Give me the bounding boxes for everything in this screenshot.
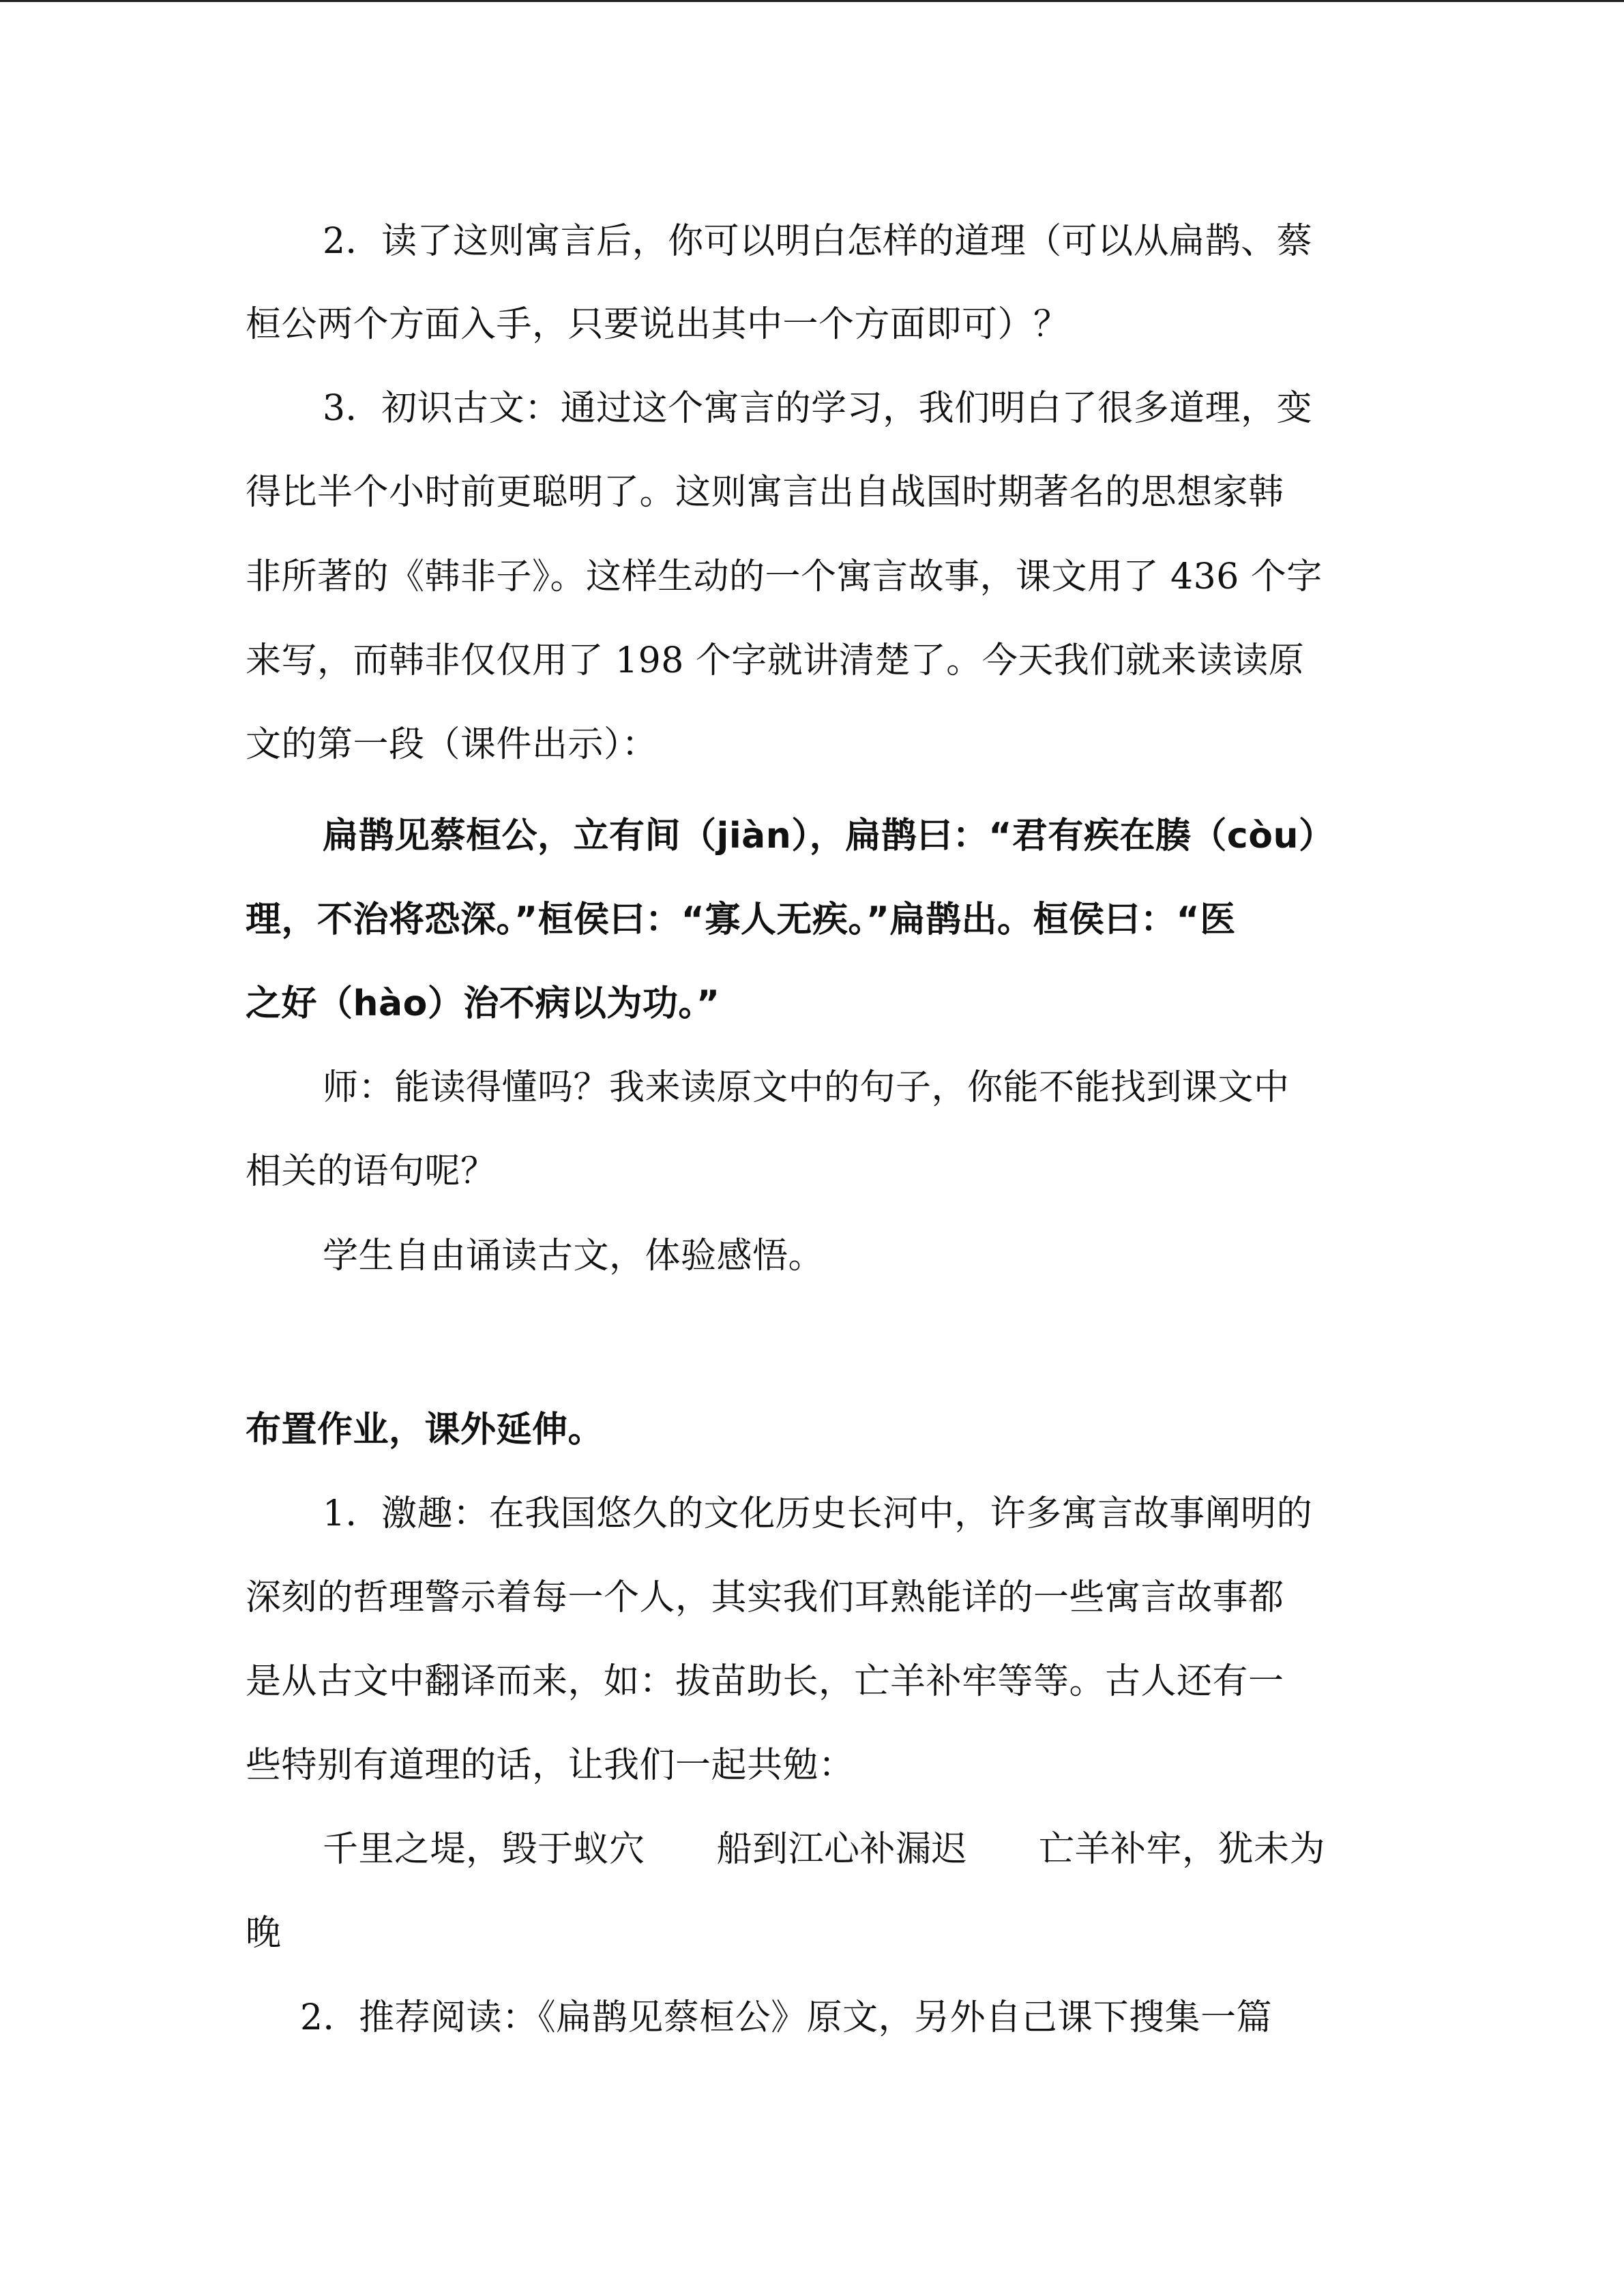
quote-line-2: 理，不治将恐深。”桓侯曰：“寡人无疾。”扁鹊出。桓侯曰：“医 [246,899,1236,940]
p3-line-1: 师：能读得懂吗？我来读原文中的句子，你能不能找到课文中 [323,1067,1290,1108]
p5-line-2: 深刻的哲理警示着每一个人，其实我们耳熟能详的一些寓言故事都 [246,1577,1284,1618]
p4-line-1: 学生自由诵读古文，体验感悟。 [323,1236,825,1277]
p5-line-1: 1．激趣：在我国悠久的文化历史长河中，许多寓言故事阐明的 [323,1493,1313,1534]
p2-line-1: 3．初识古文：通过这个寓言的学习，我们明白了很多道理，变 [323,388,1313,429]
p6-line-1: 千里之堤，毁于蚁穴 船到江心补漏迟 亡羊补牢，犹未为 [323,1829,1326,1870]
top-border [0,0,1624,2]
quote-line-1: 扁鹊见蔡桓公，立有间（jiàn），扁鹊曰：“君有疾在腠（còu） [323,816,1335,856]
p5-line-3: 是从古文中翻译而来，如：拔苗助长，亡羊补牢等等。古人还有一 [246,1661,1284,1702]
quote-line-3: 之好（hào）治不病以为功。” [246,983,720,1024]
p1-line-1: 2．读了这则寓言后，你可以明白怎样的道理（可以从扁鹊、蔡 [323,221,1313,262]
p2-line-3: 非所著的《韩非子》。这样生动的一个寓言故事，课文用了 436 个字 [246,556,1323,597]
p6-line-2: 晚 [246,1913,282,1954]
p2-line-5: 文的第一段（课件出示）： [246,724,658,765]
p2-line-4: 来写，而韩非仅仅用了 198 个字就讲清楚了。今天我们就来读读原 [246,640,1305,681]
p2-line-2: 得比半个小时前更聪明了。这则寓言出自战国时期著名的思想家韩 [246,472,1284,513]
section-heading: 布置作业，课外延伸。 [246,1410,604,1450]
p7-line-1: 2．推荐阅读：《扁鹊见蔡桓公》原文，另外自己课下搜集一篇 [300,1997,1273,2038]
p5-line-4: 些特别有道理的话，让我们一起共勉： [246,1745,855,1786]
p3-line-2: 相关的语句呢？ [246,1151,497,1192]
p1-line-2: 桓公两个方面入手，只要说出其中一个方面即可）？ [246,304,1069,345]
